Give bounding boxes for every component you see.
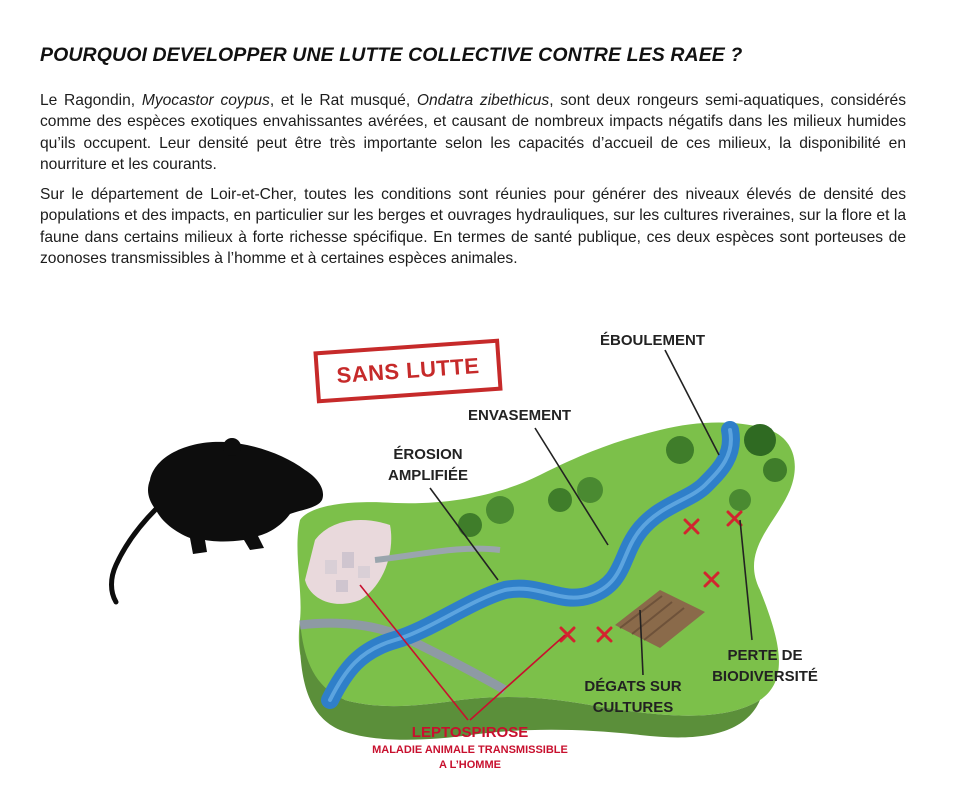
sans-lutte-stamp: SANS LUTTE [313,339,502,404]
label-perte-line1: PERTE DE [727,647,803,664]
landscape [297,423,794,740]
label-maladie-line2: A L’HOMME [439,759,501,771]
label-leptospirose-title: LEPTOSPIROSE [411,724,529,741]
label-perte-line2: BIODIVERSITÉ [712,668,818,685]
species-name: Myocastor coypus [141,92,270,109]
label-degats-line2: CULTURES [592,699,674,716]
text-span: , et le Rat musqué, [269,92,417,109]
label-degats-cultures [578,676,688,718]
label-degats-line1: DÉGATS SUR [584,678,682,695]
text-span: , sont deux rongeurs semi-aquatiques, considérés comme des espèces exotiques envahissantes avérées, et causant de nombreux impacts négatifs dans les milieux humides qu’ils occupent. Leur densité peut être très importante selon les capacités d’accueil de ces milieux, la disponibilité en nourriture et les courants. [40,92,906,173]
label-envasement: ENVASEMENT [468,407,572,424]
text-span: Le Ragondin, [40,92,142,109]
label-erosion-line2: AMPLIFIÉE [387,467,468,484]
label-eboulement: ÉBOULEMENT [600,332,705,349]
species-name: Ondatra zibethicus [416,92,550,109]
page-title: POURQUOI DEVELOPPER UNE LUTTE COLLECTIVE CONTRE LES RAEE ? [40,44,743,66]
label-erosion-line1: ÉROSION [393,446,463,463]
label-erosion [383,444,473,486]
label-leptospirose [360,722,580,773]
label-maladie-line1: MALADIE ANIMALE TRANSMISSIBLE [372,744,568,756]
context-paragraph: Sur le département de Loir-et-Cher, toutes les conditions sont réunies pour générer des niveaux élevés de densité des populations et des impacts, en particulier sur les berges et ouvrages hydrauliques, sur les cultures riveraines, sur la flore et la faune dans certains milieux à forte richesse spécifique. En termes de santé publique, ces deux espèces sont porteuses de zoonoses transmissibles à l’homme et à certaines espèces animales. [40,186,906,267]
rodent-silhouette [112,438,324,602]
label-perte-biodiversite [700,645,830,687]
